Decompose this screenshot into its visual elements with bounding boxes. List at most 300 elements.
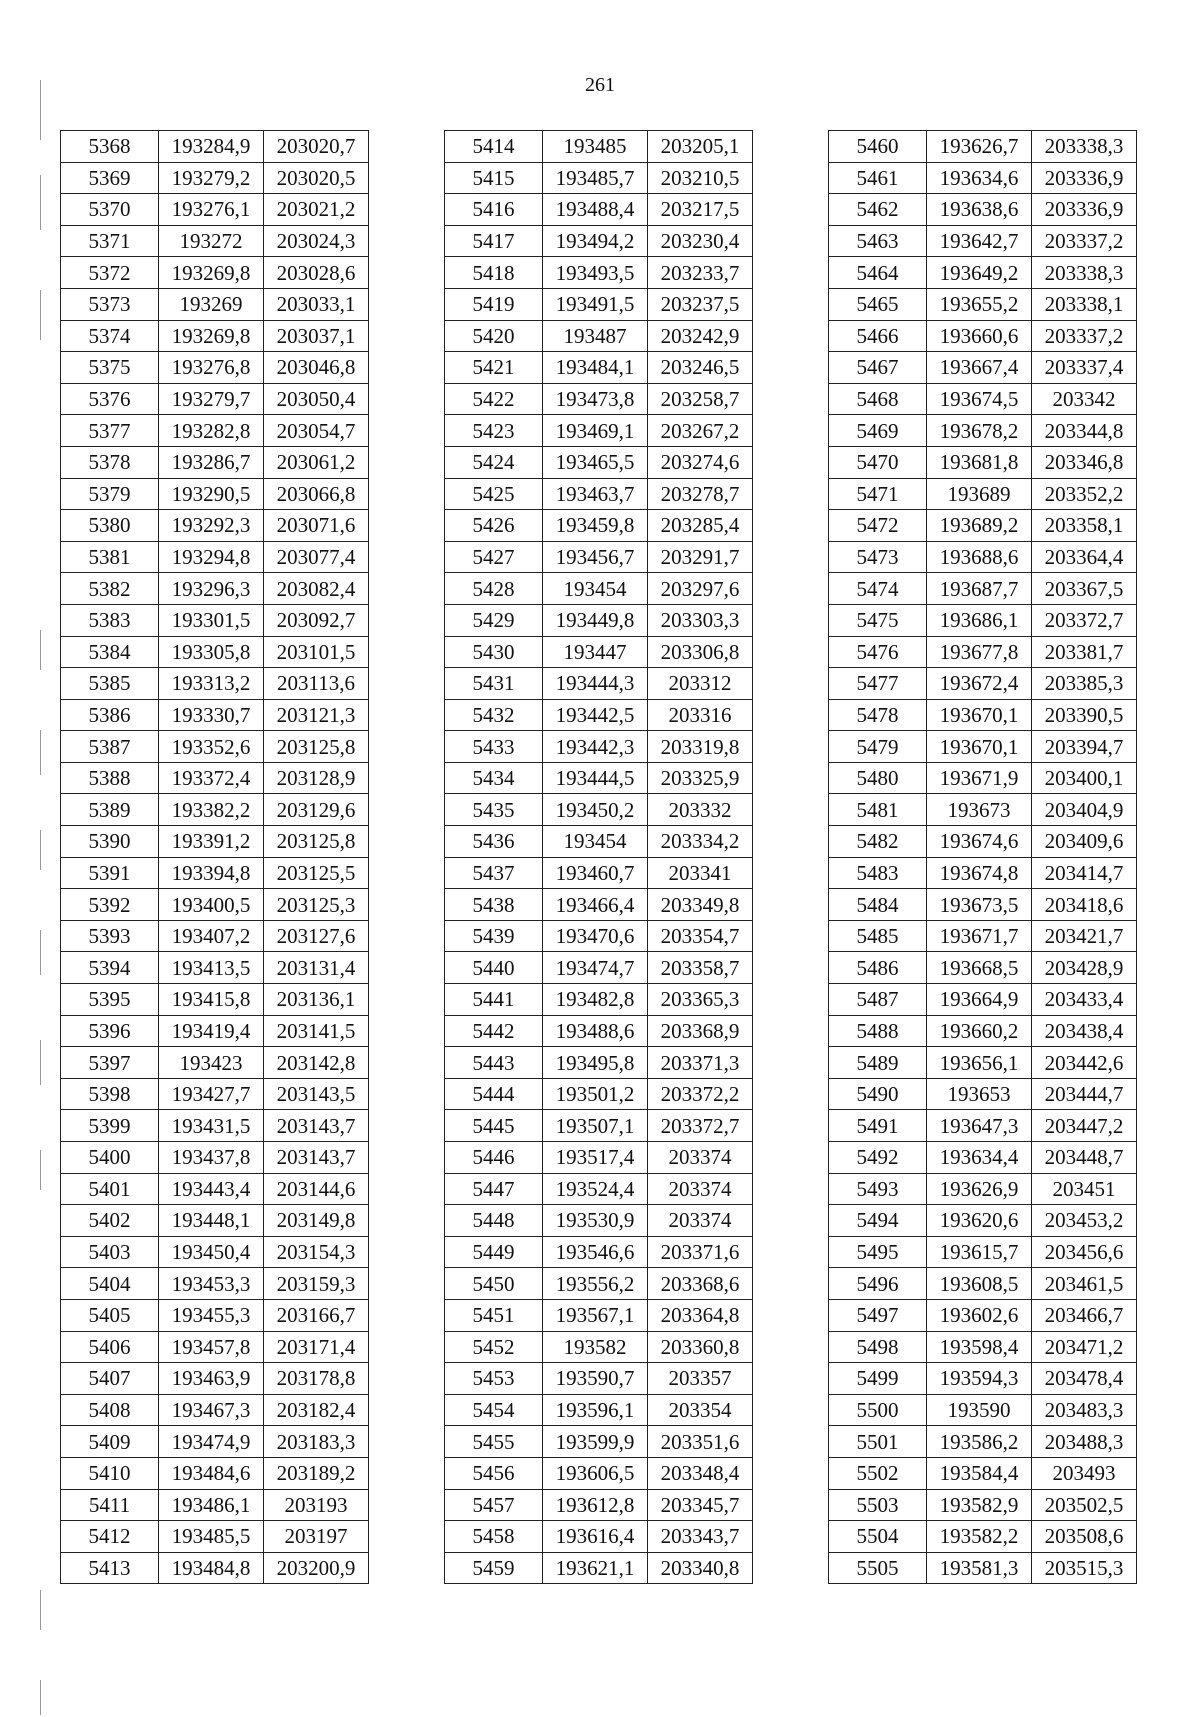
y-coordinate-cell: 203143,7 [264,1110,369,1142]
x-coordinate-cell: 193495,8 [543,1047,648,1079]
point-number-cell: 5416 [445,194,543,226]
y-coordinate-cell: 203143,5 [264,1078,369,1110]
point-number-cell: 5464 [829,257,927,289]
table-row [445,1268,753,1300]
point-number-cell: 5383 [61,604,159,636]
table-row [829,1047,1137,1079]
point-number-cell: 5410 [61,1457,159,1489]
x-coordinate-cell: 193517,4 [543,1142,648,1174]
x-coordinate-cell: 193459,8 [543,510,648,542]
x-coordinate-cell: 193507,1 [543,1110,648,1142]
table-row [445,826,753,858]
x-coordinate-cell: 193313,2 [159,668,264,700]
point-number-cell: 5382 [61,573,159,605]
table-row [445,1552,753,1584]
point-number-cell: 5482 [829,826,927,858]
x-coordinate-cell: 193450,2 [543,794,648,826]
point-number-cell: 5444 [445,1078,543,1110]
point-number-cell: 5438 [445,889,543,921]
x-coordinate-cell: 193670,1 [927,699,1032,731]
y-coordinate-cell: 203338,3 [1032,131,1137,163]
table-row [829,1110,1137,1142]
y-coordinate-cell: 203404,9 [1032,794,1137,826]
y-coordinate-cell: 203141,5 [264,1015,369,1047]
point-number-cell: 5470 [829,446,927,478]
y-coordinate-cell: 203210,5 [648,162,753,194]
table-row [445,984,753,1016]
x-coordinate-cell: 193599,9 [543,1426,648,1458]
point-number-cell: 5499 [829,1363,927,1395]
point-number-cell: 5425 [445,478,543,510]
table-row [829,225,1137,257]
table-row [61,573,369,605]
table-row [61,1110,369,1142]
point-number-cell: 5451 [445,1299,543,1331]
table-row [445,288,753,320]
point-number-cell: 5397 [61,1047,159,1079]
x-coordinate-cell: 193673,5 [927,889,1032,921]
y-coordinate-cell: 203374 [648,1205,753,1237]
point-number-cell: 5497 [829,1299,927,1331]
point-number-cell: 5474 [829,573,927,605]
table-row [61,352,369,384]
y-coordinate-cell: 203374 [648,1173,753,1205]
table-row [829,920,1137,952]
x-coordinate-cell: 193450,4 [159,1236,264,1268]
point-number-cell: 5426 [445,510,543,542]
x-coordinate-cell: 193407,2 [159,920,264,952]
x-coordinate-cell: 193301,5 [159,604,264,636]
point-number-cell: 5456 [445,1457,543,1489]
x-coordinate-cell: 193590,7 [543,1363,648,1395]
table-row [445,1299,753,1331]
y-coordinate-cell: 203129,6 [264,794,369,826]
y-coordinate-cell: 203037,1 [264,320,369,352]
table-row [61,604,369,636]
point-number-cell: 5469 [829,415,927,447]
table-row [445,131,753,163]
table-row [445,446,753,478]
table-row [829,541,1137,573]
table-row [445,225,753,257]
table-row [829,383,1137,415]
x-coordinate-cell: 193582,9 [927,1489,1032,1521]
point-number-cell: 5404 [61,1268,159,1300]
point-number-cell: 5417 [445,225,543,257]
y-coordinate-cell: 203166,7 [264,1299,369,1331]
point-number-cell: 5386 [61,699,159,731]
table-row [829,352,1137,384]
x-coordinate-cell: 193486,1 [159,1489,264,1521]
y-coordinate-cell: 203066,8 [264,478,369,510]
point-number-cell: 5396 [61,1015,159,1047]
x-coordinate-cell: 193556,2 [543,1268,648,1300]
table-row [445,162,753,194]
table-row [829,1331,1137,1363]
y-coordinate-cell: 203050,4 [264,383,369,415]
point-number-cell: 5496 [829,1268,927,1300]
point-number-cell: 5374 [61,320,159,352]
x-coordinate-cell: 193626,7 [927,131,1032,163]
y-coordinate-cell: 203142,8 [264,1047,369,1079]
y-coordinate-cell: 203332 [648,794,753,826]
y-coordinate-cell: 203354 [648,1394,753,1426]
y-coordinate-cell: 203242,9 [648,320,753,352]
point-number-cell: 5439 [445,920,543,952]
point-number-cell: 5413 [61,1552,159,1584]
point-number-cell: 5452 [445,1331,543,1363]
table-row [61,383,369,415]
y-coordinate-cell: 203483,3 [1032,1394,1137,1426]
y-coordinate-cell: 203358,1 [1032,510,1137,542]
y-coordinate-cell: 203364,4 [1032,541,1137,573]
x-coordinate-cell: 193276,8 [159,352,264,384]
x-coordinate-cell: 193677,8 [927,636,1032,668]
y-coordinate-cell: 203233,7 [648,257,753,289]
y-coordinate-cell: 203297,6 [648,573,753,605]
y-coordinate-cell: 203428,9 [1032,952,1137,984]
table-row [445,1457,753,1489]
point-number-cell: 5424 [445,446,543,478]
point-number-cell: 5418 [445,257,543,289]
y-coordinate-cell: 203125,8 [264,731,369,763]
x-coordinate-cell: 193296,3 [159,573,264,605]
point-number-cell: 5503 [829,1489,927,1521]
table-row [829,636,1137,668]
table-row [829,1078,1137,1110]
point-number-cell: 5478 [829,699,927,731]
y-coordinate-cell: 203471,2 [1032,1331,1137,1363]
point-number-cell: 5378 [61,446,159,478]
point-number-cell: 5475 [829,604,927,636]
point-number-cell: 5481 [829,794,927,826]
y-coordinate-cell: 203101,5 [264,636,369,668]
point-number-cell: 5381 [61,541,159,573]
point-number-cell: 5370 [61,194,159,226]
table-row [61,1363,369,1395]
point-number-cell: 5373 [61,288,159,320]
table-row [445,699,753,731]
y-coordinate-cell: 203451 [1032,1173,1137,1205]
table-row [445,541,753,573]
point-number-cell: 5403 [61,1236,159,1268]
point-number-cell: 5477 [829,668,927,700]
x-coordinate-cell: 193282,8 [159,415,264,447]
x-coordinate-cell: 193437,8 [159,1142,264,1174]
x-coordinate-cell: 193581,3 [927,1552,1032,1584]
x-coordinate-cell: 193447 [543,636,648,668]
x-coordinate-cell: 193382,2 [159,794,264,826]
point-number-cell: 5423 [445,415,543,447]
x-coordinate-cell: 193524,4 [543,1173,648,1205]
x-coordinate-cell: 193656,1 [927,1047,1032,1079]
point-number-cell: 5458 [445,1521,543,1553]
y-coordinate-cell: 203493 [1032,1457,1137,1489]
table-row [445,857,753,889]
x-coordinate-cell: 193442,5 [543,699,648,731]
y-coordinate-cell: 203149,8 [264,1205,369,1237]
y-coordinate-cell: 203515,3 [1032,1552,1137,1584]
table-row [445,1015,753,1047]
point-number-cell: 5399 [61,1110,159,1142]
y-coordinate-cell: 203217,5 [648,194,753,226]
x-coordinate-cell: 193671,7 [927,920,1032,952]
y-coordinate-cell: 203024,3 [264,225,369,257]
table-row [829,1521,1137,1553]
table-row [61,1489,369,1521]
x-coordinate-cell: 193638,6 [927,194,1032,226]
table-row [445,415,753,447]
y-coordinate-cell: 203258,7 [648,383,753,415]
x-coordinate-cell: 193484,6 [159,1457,264,1489]
table-row [829,415,1137,447]
y-coordinate-cell: 203144,6 [264,1173,369,1205]
x-coordinate-cell: 193269,8 [159,320,264,352]
x-coordinate-cell: 193674,5 [927,383,1032,415]
x-coordinate-cell: 193286,7 [159,446,264,478]
x-coordinate-cell: 193590 [927,1394,1032,1426]
table-row [829,1299,1137,1331]
point-number-cell: 5448 [445,1205,543,1237]
y-coordinate-cell: 203197 [264,1521,369,1553]
point-number-cell: 5394 [61,952,159,984]
table-row [61,446,369,478]
y-coordinate-cell: 203143,7 [264,1142,369,1174]
point-number-cell: 5492 [829,1142,927,1174]
x-coordinate-cell: 193634,4 [927,1142,1032,1174]
y-coordinate-cell: 203028,6 [264,257,369,289]
x-coordinate-cell: 193668,5 [927,952,1032,984]
point-number-cell: 5504 [829,1521,927,1553]
x-coordinate-cell: 193474,7 [543,952,648,984]
y-coordinate-cell: 203385,3 [1032,668,1137,700]
point-number-cell: 5491 [829,1110,927,1142]
x-coordinate-cell: 193473,8 [543,383,648,415]
y-coordinate-cell: 203348,4 [648,1457,753,1489]
x-coordinate-cell: 193671,9 [927,762,1032,794]
x-coordinate-cell: 193269 [159,288,264,320]
y-coordinate-cell: 203092,7 [264,604,369,636]
x-coordinate-cell: 193484,1 [543,352,648,384]
point-number-cell: 5466 [829,320,927,352]
point-number-cell: 5379 [61,478,159,510]
point-number-cell: 5428 [445,573,543,605]
x-coordinate-cell: 193444,3 [543,668,648,700]
y-coordinate-cell: 203285,4 [648,510,753,542]
y-coordinate-cell: 203372,2 [648,1078,753,1110]
table-row [61,1521,369,1553]
y-coordinate-cell: 203342 [1032,383,1137,415]
point-number-cell: 5409 [61,1426,159,1458]
y-coordinate-cell: 203020,5 [264,162,369,194]
x-coordinate-cell: 193279,2 [159,162,264,194]
table-row [61,636,369,668]
table-row [829,1489,1137,1521]
x-coordinate-cell: 193463,7 [543,478,648,510]
table-row [829,1457,1137,1489]
table-row [829,1173,1137,1205]
point-number-cell: 5468 [829,383,927,415]
y-coordinate-cell: 203230,4 [648,225,753,257]
x-coordinate-cell: 193493,5 [543,257,648,289]
point-number-cell: 5385 [61,668,159,700]
margin-mark [40,1680,41,1715]
point-number-cell: 5443 [445,1047,543,1079]
table-row [445,762,753,794]
table-row [61,731,369,763]
point-number-cell: 5494 [829,1205,927,1237]
y-coordinate-cell: 203338,1 [1032,288,1137,320]
point-number-cell: 5501 [829,1426,927,1458]
table-row [61,1268,369,1300]
point-number-cell: 5453 [445,1363,543,1395]
table-row [61,478,369,510]
x-coordinate-cell: 193423 [159,1047,264,1079]
point-number-cell: 5455 [445,1426,543,1458]
point-number-cell: 5502 [829,1457,927,1489]
y-coordinate-cell: 203358,7 [648,952,753,984]
point-number-cell: 5472 [829,510,927,542]
y-coordinate-cell: 203374 [648,1142,753,1174]
y-coordinate-cell: 203343,7 [648,1521,753,1553]
table-row [61,1457,369,1489]
x-coordinate-cell: 193455,3 [159,1299,264,1331]
table-row [61,826,369,858]
point-number-cell: 5389 [61,794,159,826]
table-row [61,415,369,447]
y-coordinate-cell: 203082,4 [264,573,369,605]
table-row [829,162,1137,194]
y-coordinate-cell: 203442,6 [1032,1047,1137,1079]
table-row [829,668,1137,700]
y-coordinate-cell: 203127,6 [264,920,369,952]
x-coordinate-cell: 193608,5 [927,1268,1032,1300]
table-row [61,1552,369,1584]
point-number-cell: 5446 [445,1142,543,1174]
table-row [829,604,1137,636]
x-coordinate-cell: 193660,6 [927,320,1032,352]
point-number-cell: 5486 [829,952,927,984]
x-coordinate-cell: 193501,2 [543,1078,648,1110]
table-row [61,257,369,289]
y-coordinate-cell: 203121,3 [264,699,369,731]
y-coordinate-cell: 203346,8 [1032,446,1137,478]
point-number-cell: 5391 [61,857,159,889]
y-coordinate-cell: 203189,2 [264,1457,369,1489]
table-row [445,889,753,921]
y-coordinate-cell: 203365,3 [648,984,753,1016]
y-coordinate-cell: 203278,7 [648,478,753,510]
y-coordinate-cell: 203368,6 [648,1268,753,1300]
point-number-cell: 5372 [61,257,159,289]
x-coordinate-cell: 193463,9 [159,1363,264,1395]
x-coordinate-cell: 193449,8 [543,604,648,636]
x-coordinate-cell: 193615,7 [927,1236,1032,1268]
margin-mark [40,930,41,975]
y-coordinate-cell: 203125,3 [264,889,369,921]
point-number-cell: 5406 [61,1331,159,1363]
y-coordinate-cell: 203345,7 [648,1489,753,1521]
table-row [445,1205,753,1237]
table-row [445,1521,753,1553]
coordinate-table-2 [444,130,753,1584]
x-coordinate-cell: 193642,7 [927,225,1032,257]
x-coordinate-cell: 193474,9 [159,1426,264,1458]
x-coordinate-cell: 193394,8 [159,857,264,889]
table-row [61,699,369,731]
table-row [445,510,753,542]
table-row [445,1426,753,1458]
x-coordinate-cell: 193482,8 [543,984,648,1016]
y-coordinate-cell: 203077,4 [264,541,369,573]
y-coordinate-cell: 203381,7 [1032,636,1137,668]
table-row [445,604,753,636]
y-coordinate-cell: 203033,1 [264,288,369,320]
point-number-cell: 5505 [829,1552,927,1584]
table-row [61,1299,369,1331]
table-row [829,1236,1137,1268]
x-coordinate-cell: 193454 [543,573,648,605]
x-coordinate-cell: 193567,1 [543,1299,648,1331]
point-number-cell: 5484 [829,889,927,921]
table-row [445,478,753,510]
table-row [61,510,369,542]
x-coordinate-cell: 193400,5 [159,889,264,921]
table-row [445,794,753,826]
x-coordinate-cell: 193664,9 [927,984,1032,1016]
margin-mark [40,80,41,140]
table-row [829,478,1137,510]
x-coordinate-cell: 193687,7 [927,573,1032,605]
y-coordinate-cell: 203325,9 [648,762,753,794]
point-number-cell: 5480 [829,762,927,794]
point-number-cell: 5460 [829,131,927,163]
x-coordinate-cell: 193466,4 [543,889,648,921]
y-coordinate-cell: 203154,3 [264,1236,369,1268]
y-coordinate-cell: 203371,6 [648,1236,753,1268]
table-row [445,636,753,668]
x-coordinate-cell: 193460,7 [543,857,648,889]
point-number-cell: 5440 [445,952,543,984]
point-number-cell: 5500 [829,1394,927,1426]
point-number-cell: 5377 [61,415,159,447]
point-number-cell: 5471 [829,478,927,510]
table-row [61,1426,369,1458]
y-coordinate-cell: 203131,4 [264,952,369,984]
point-number-cell: 5457 [445,1489,543,1521]
table-row [445,383,753,415]
y-coordinate-cell: 203046,8 [264,352,369,384]
table-row [61,1394,369,1426]
point-number-cell: 5489 [829,1047,927,1079]
y-coordinate-cell: 203113,6 [264,668,369,700]
table-row [829,1426,1137,1458]
x-coordinate-cell: 193305,8 [159,636,264,668]
table-row [445,1394,753,1426]
table-row [61,920,369,952]
x-coordinate-cell: 193457,8 [159,1331,264,1363]
point-number-cell: 5431 [445,668,543,700]
point-number-cell: 5442 [445,1015,543,1047]
y-coordinate-cell: 203071,6 [264,510,369,542]
y-coordinate-cell: 203054,7 [264,415,369,447]
point-number-cell: 5408 [61,1394,159,1426]
margin-mark [40,175,41,230]
point-number-cell: 5435 [445,794,543,826]
point-number-cell: 5476 [829,636,927,668]
y-coordinate-cell: 203061,2 [264,446,369,478]
x-coordinate-cell: 193442,3 [543,731,648,763]
